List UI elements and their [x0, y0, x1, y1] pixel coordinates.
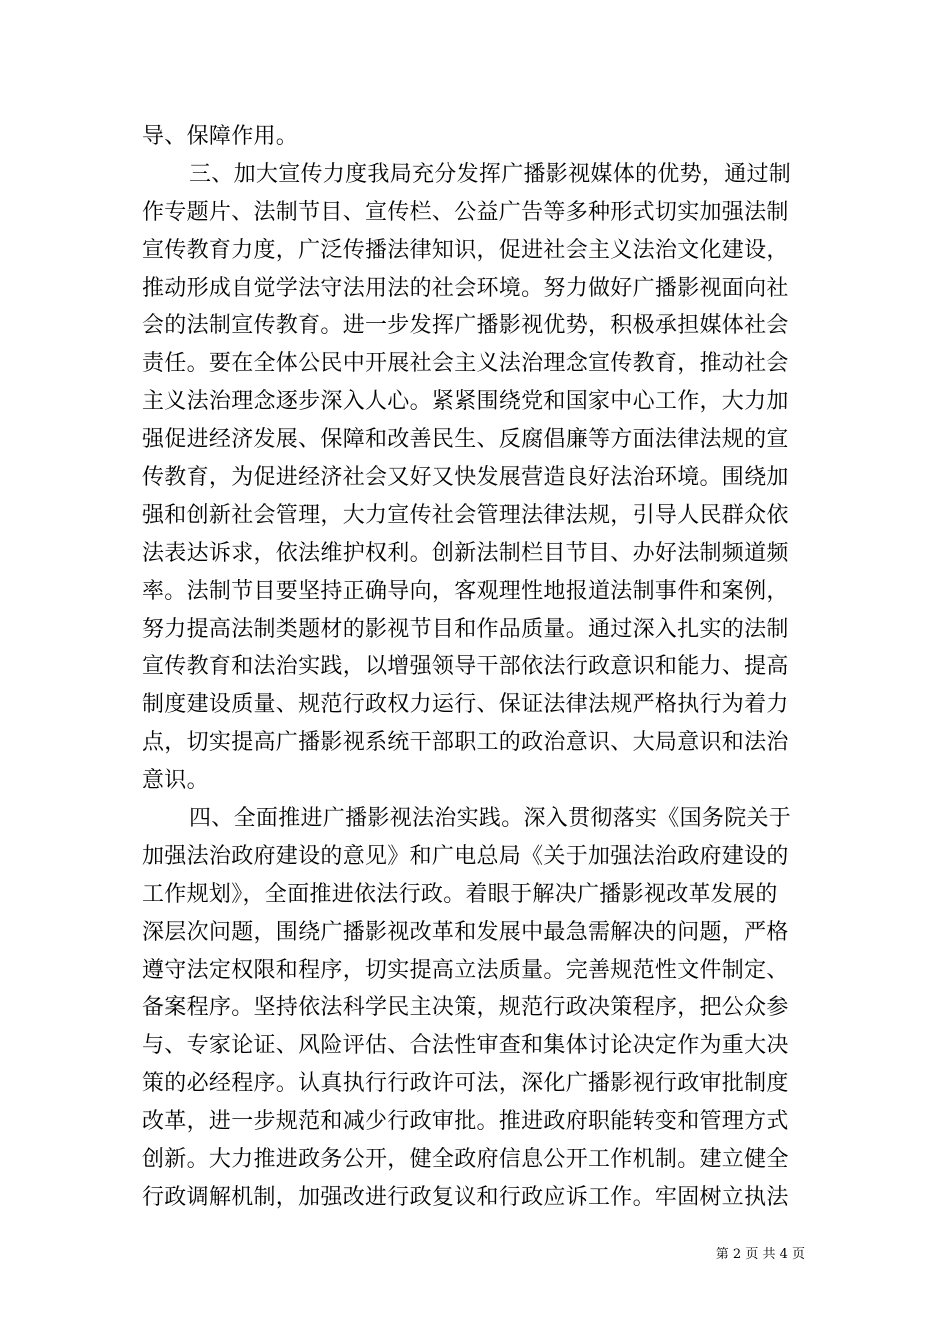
text-line: 深层次问题，围绕广播影视改革和发展中最急需解决的问题，严格 [142, 919, 789, 945]
paragraph-start-line: 三、加大宣传力度我局充分发挥广播影视媒体的优势，通过制 [189, 161, 792, 187]
text-line: 工作规划》，全面推进依法行政。着眼于解决广播影视改革发展的 [142, 881, 778, 907]
text-line: 宣传教育和法治实践，以增强领导干部依法行政意识和能力、提高 [142, 654, 789, 680]
text-line: 法表达诉求，依法维护权利。创新法制栏目节目、办好法制频道频 [142, 540, 789, 566]
body-text [142, 118, 808, 1217]
text-line: 策的必经程序。认真执行行政许可法，深化广播影视行政审批制度 [142, 1071, 789, 1097]
text-line: 行政调解机制，加强改进行政复议和行政应诉工作。牢固树立执法 [142, 1184, 789, 1210]
text-line: 意识。 [142, 768, 209, 794]
text-line: 导、保障作用。 [142, 124, 299, 149]
text-line: 责任。要在全体公民中开展社会主义法治理念宣传教育，推动社会 [142, 351, 789, 377]
text-line: 加强法治政府建设的意见》和广电总局《关于加强法治政府建设的 [142, 843, 789, 869]
text-line: 传教育，为促进经济社会又好又快发展营造良好法治环境。围绕加 [142, 465, 789, 491]
text-line: 宣传教育力度，广泛传播法律知识，促进社会主义法治文化建设， [142, 237, 789, 263]
paragraph-start-line: 四、全面推进广播影视法治实践。深入贯彻落实《国务院关于 [189, 806, 792, 832]
text-line: 会的法制宣传教育。进一步发挥广播影视优势，积极承担媒体社会 [142, 313, 789, 339]
page-number: 第 2 页 共 4 页 [715, 1247, 805, 1262]
text-line: 率。法制节目要坚持正确导向，客观理性地报道法制事件和案例， [142, 578, 789, 604]
text-line: 强促进经济发展、保障和改善民生、反腐倡廉等方面法律法规的宣 [142, 427, 789, 453]
text-line: 遵守法定权限和程序，切实提高立法质量。完善规范性文件制定、 [142, 957, 789, 983]
text-line: 制度建设质量、规范行政权力运行、保证法律法规严格执行为着力 [142, 692, 789, 718]
text-line: 备案程序。坚持依法科学民主决策，规范行政决策程序，把公众参 [142, 995, 789, 1021]
text-line: 主义法治理念逐步深入人心。紧紧围绕党和国家中心工作，大力加 [142, 389, 789, 415]
text-line: 创新。大力推进政务公开，健全政府信息公开工作机制。建立健全 [142, 1147, 789, 1173]
text-line: 作专题片、法制节目、宣传栏、公益广告等多种形式切实加强法制 [142, 199, 789, 225]
text-line: 推动形成自觉学法守法用法的社会环境。努力做好广播影视面向社 [142, 275, 789, 301]
text-line: 强和创新社会管理，大力宣传社会管理法律法规，引导人民群众依 [142, 502, 789, 528]
text-line: 点，切实提高广播影视系统干部职工的政治意识、大局意识和法治 [142, 730, 789, 756]
text-line: 努力提高法制类题材的影视节目和作品质量。通过深入扎实的法制 [142, 616, 789, 642]
text-line: 与、专家论证、风险评估、合法性审查和集体讨论决定作为重大决 [142, 1033, 789, 1059]
text-line: 改革，进一步规范和减少行政审批。推进政府职能转变和管理方式 [142, 1109, 789, 1135]
